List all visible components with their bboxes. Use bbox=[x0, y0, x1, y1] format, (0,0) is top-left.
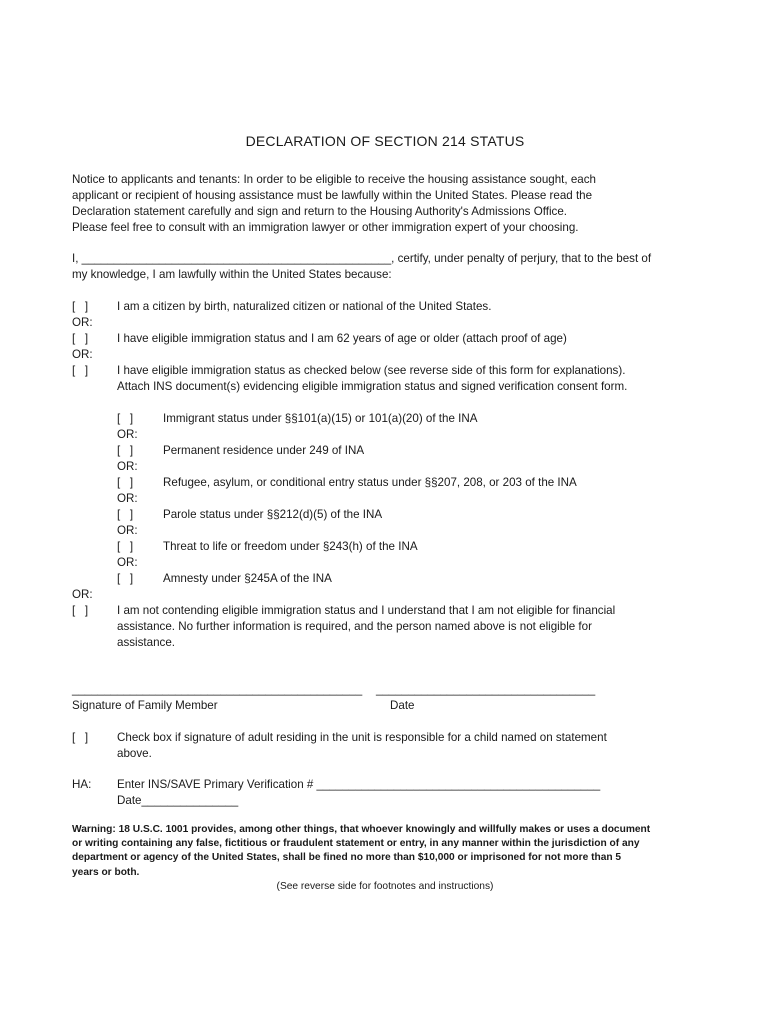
sub-option-permanent-label: Permanent residence under 249 of INA bbox=[163, 444, 365, 457]
verification-number-field[interactable]: Enter INS/SAVE Primary Verification # ____________________________________________ bbox=[117, 778, 601, 791]
ha-label: HA: bbox=[72, 778, 92, 791]
sub-option-parole-checkbox[interactable]: [ ] bbox=[117, 508, 134, 521]
sub-option-amnesty-label: Amnesty under §245A of the INA bbox=[163, 572, 332, 585]
notice-line: applicant or recipient of housing assistance must be lawfully within the United States. Please read the bbox=[72, 189, 593, 202]
warning-line: department or agency of the United States, shall be fined no more than $10,000 or imprisoned for not more than 5 bbox=[72, 852, 622, 864]
certify-line: my knowledge, I am lawfully within the United States because: bbox=[72, 268, 392, 281]
sub-option-amnesty-checkbox[interactable]: [ ] bbox=[117, 572, 134, 585]
date-label: Date bbox=[390, 699, 415, 712]
warning-paragraph bbox=[72, 823, 712, 880]
footer-note: (See reverse side for footnotes and instructions) bbox=[276, 881, 494, 892]
notice-line: Declaration statement carefully and sign and return to the Housing Authority's Admissions Office. bbox=[72, 205, 567, 218]
warning-line: Warning: 18 U.S.C. 1001 provides, among other things, that whoever knowingly and willfully makes or uses a document bbox=[72, 824, 651, 835]
option-citizen-label: I am a citizen by birth, naturalized citizen or national of the United States. bbox=[117, 300, 492, 313]
notice-line: Notice to applicants and tenants: In order to be eligible to receive the housing assistance sought, each bbox=[72, 173, 596, 186]
option-not-contending-label-3: assistance. bbox=[117, 636, 175, 649]
option-age-label: I have eligible immigration status and I am 62 years of age or older (attach proof of age) bbox=[117, 332, 567, 345]
option-eligible-status-label-2: Attach INS document(s) evidencing eligible immigration status and signed verification consent form. bbox=[117, 380, 628, 393]
sub-option-threat-checkbox[interactable]: [ ] bbox=[117, 540, 134, 553]
sub-option-threat-label: Threat to life or freedom under §243(h) of the INA bbox=[163, 540, 418, 553]
sub-option-refugee-checkbox[interactable]: [ ] bbox=[117, 476, 134, 489]
or-label: OR: bbox=[72, 588, 93, 601]
certify-line: I, ________________________________________________, certify, under penalty of perjury, that to the best of bbox=[72, 252, 652, 265]
option-eligible-status-label: I have eligible immigration status as checked below (see reverse side of this form for explanations). bbox=[117, 364, 626, 377]
adult-responsible-checkbox[interactable]: [ ] bbox=[72, 731, 89, 744]
or-label: OR: bbox=[117, 428, 138, 441]
notice-paragraph bbox=[72, 172, 712, 236]
warning-line: or writing containing any false, fictitious or fraudulent statement or entry, in any manner within the jurisdiction of any bbox=[72, 838, 640, 850]
date-field[interactable]: __________________________________ bbox=[376, 683, 596, 696]
adult-responsible-label: Check box if signature of adult residing in the unit is responsible for a child named on statement bbox=[117, 731, 607, 744]
sub-option-parole-label: Parole status under §§212(d)(5) of the INA bbox=[163, 508, 383, 521]
or-label: OR: bbox=[117, 556, 138, 569]
sub-option-permanent-checkbox[interactable]: [ ] bbox=[117, 444, 134, 457]
option-eligible-status-checkbox[interactable]: [ ] bbox=[72, 364, 89, 377]
notice-line: Please feel free to consult with an immigration lawyer or other immigration expert of your choosing. bbox=[72, 221, 579, 234]
warning-line: years or both. bbox=[72, 866, 140, 878]
adult-responsible-label-2: above. bbox=[117, 747, 152, 760]
or-label: OR: bbox=[72, 348, 93, 361]
document-title: DECLARATION OF SECTION 214 STATUS bbox=[245, 133, 525, 149]
ha-date-field[interactable]: Date_______________ bbox=[117, 794, 239, 807]
option-not-contending-checkbox[interactable]: [ ] bbox=[72, 604, 89, 617]
option-not-contending-label-2: assistance. No further information is required, and the person named above is not eligible for bbox=[117, 620, 592, 633]
or-label: OR: bbox=[117, 524, 138, 537]
option-citizen-checkbox[interactable]: [ ] bbox=[72, 300, 89, 313]
sub-option-immigrant-checkbox[interactable]: [ ] bbox=[117, 412, 134, 425]
sub-option-refugee-label: Refugee, asylum, or conditional entry status under §§207, 208, or 203 of the INA bbox=[163, 476, 577, 489]
or-label: OR: bbox=[117, 460, 138, 473]
certify-paragraph bbox=[72, 251, 712, 283]
or-label: OR: bbox=[72, 316, 93, 329]
or-label: OR: bbox=[117, 492, 138, 505]
signature-label: Signature of Family Member bbox=[72, 699, 218, 712]
signature-field[interactable]: _____________________________________________ bbox=[72, 683, 363, 696]
option-not-contending-label: I am not contending eligible immigration status and I understand that I am not eligible for financial bbox=[117, 604, 616, 617]
sub-option-immigrant-label: Immigrant status under §§101(a)(15) or 101(a)(20) of the INA bbox=[163, 412, 478, 425]
option-age-checkbox[interactable]: [ ] bbox=[72, 332, 89, 345]
